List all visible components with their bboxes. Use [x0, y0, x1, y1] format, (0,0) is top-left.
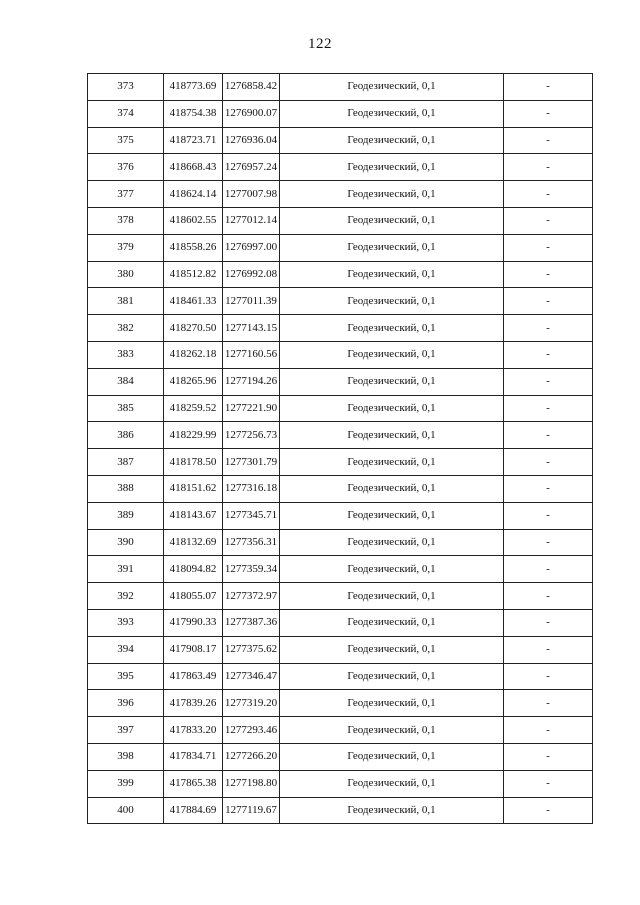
table-row [88, 261, 593, 288]
method-accuracy-cell: Геодезический, 0,1 [280, 234, 504, 261]
table-row [88, 207, 593, 234]
table-row [88, 636, 593, 663]
table-row [88, 797, 593, 824]
y-coordinate-cell: 1276992.08 [223, 261, 280, 288]
x-coordinate-cell: 418094.82 [164, 556, 223, 583]
point-number-cell: 380 [88, 261, 164, 288]
note-cell: - [504, 636, 593, 663]
y-coordinate-cell: 1277375.62 [223, 636, 280, 663]
y-coordinate-cell: 1277356.31 [223, 529, 280, 556]
note-cell: - [504, 154, 593, 181]
y-coordinate-cell: 1276900.07 [223, 100, 280, 127]
point-number-cell: 382 [88, 315, 164, 342]
x-coordinate-cell: 418270.50 [164, 315, 223, 342]
method-accuracy-cell: Геодезический, 0,1 [280, 609, 504, 636]
note-cell: - [504, 583, 593, 610]
method-accuracy-cell: Геодезический, 0,1 [280, 717, 504, 744]
method-accuracy-cell: Геодезический, 0,1 [280, 663, 504, 690]
y-coordinate-cell: 1277301.79 [223, 449, 280, 476]
table-row [88, 422, 593, 449]
y-coordinate-cell: 1277012.14 [223, 207, 280, 234]
note-cell: - [504, 770, 593, 797]
point-number-cell: 384 [88, 368, 164, 395]
table-row [88, 127, 593, 154]
x-coordinate-cell: 418143.67 [164, 502, 223, 529]
x-coordinate-cell: 418558.26 [164, 234, 223, 261]
note-cell: - [504, 502, 593, 529]
method-accuracy-cell: Геодезический, 0,1 [280, 100, 504, 127]
method-accuracy-cell: Геодезический, 0,1 [280, 341, 504, 368]
y-coordinate-cell: 1277346.47 [223, 663, 280, 690]
point-number-cell: 377 [88, 181, 164, 208]
note-cell: - [504, 181, 593, 208]
table-row [88, 100, 593, 127]
note-cell: - [504, 717, 593, 744]
x-coordinate-cell: 418178.50 [164, 449, 223, 476]
table-row [88, 502, 593, 529]
y-coordinate-cell: 1277319.20 [223, 690, 280, 717]
y-coordinate-cell: 1277266.20 [223, 743, 280, 770]
point-number-cell: 388 [88, 475, 164, 502]
x-coordinate-cell: 417865.38 [164, 770, 223, 797]
table-row [88, 368, 593, 395]
method-accuracy-cell: Геодезический, 0,1 [280, 743, 504, 770]
point-number-cell: 379 [88, 234, 164, 261]
method-accuracy-cell: Геодезический, 0,1 [280, 502, 504, 529]
table-row [88, 288, 593, 315]
point-number-cell: 397 [88, 717, 164, 744]
point-number-cell: 375 [88, 127, 164, 154]
point-number-cell: 395 [88, 663, 164, 690]
y-coordinate-cell: 1276858.42 [223, 74, 280, 101]
point-number-cell: 390 [88, 529, 164, 556]
note-cell: - [504, 663, 593, 690]
table-row [88, 743, 593, 770]
note-cell: - [504, 690, 593, 717]
table-row [88, 234, 593, 261]
point-number-cell: 393 [88, 609, 164, 636]
note-cell: - [504, 207, 593, 234]
method-accuracy-cell: Геодезический, 0,1 [280, 690, 504, 717]
method-accuracy-cell: Геодезический, 0,1 [280, 422, 504, 449]
x-coordinate-cell: 418624.14 [164, 181, 223, 208]
note-cell: - [504, 449, 593, 476]
point-number-cell: 378 [88, 207, 164, 234]
y-coordinate-cell: 1277387.36 [223, 609, 280, 636]
method-accuracy-cell: Геодезический, 0,1 [280, 127, 504, 154]
point-number-cell: 374 [88, 100, 164, 127]
table-row [88, 717, 593, 744]
method-accuracy-cell: Геодезический, 0,1 [280, 261, 504, 288]
y-coordinate-cell: 1277143.15 [223, 315, 280, 342]
point-number-cell: 399 [88, 770, 164, 797]
note-cell: - [504, 368, 593, 395]
y-coordinate-cell: 1277160.56 [223, 341, 280, 368]
coordinates-table [87, 73, 593, 824]
y-coordinate-cell: 1277316.18 [223, 475, 280, 502]
table-row [88, 690, 593, 717]
y-coordinate-cell: 1277007.98 [223, 181, 280, 208]
table-row [88, 770, 593, 797]
point-number-cell: 381 [88, 288, 164, 315]
y-coordinate-cell: 1276936.04 [223, 127, 280, 154]
x-coordinate-cell: 417908.17 [164, 636, 223, 663]
note-cell: - [504, 609, 593, 636]
y-coordinate-cell: 1277221.90 [223, 395, 280, 422]
table-row [88, 475, 593, 502]
method-accuracy-cell: Геодезический, 0,1 [280, 475, 504, 502]
table-row [88, 154, 593, 181]
x-coordinate-cell: 417884.69 [164, 797, 223, 824]
table-row [88, 341, 593, 368]
x-coordinate-cell: 417833.20 [164, 717, 223, 744]
table-row [88, 663, 593, 690]
table-row [88, 74, 593, 101]
x-coordinate-cell: 418723.71 [164, 127, 223, 154]
table-row [88, 609, 593, 636]
x-coordinate-cell: 417834.71 [164, 743, 223, 770]
note-cell: - [504, 127, 593, 154]
method-accuracy-cell: Геодезический, 0,1 [280, 395, 504, 422]
method-accuracy-cell: Геодезический, 0,1 [280, 181, 504, 208]
table-row [88, 583, 593, 610]
y-coordinate-cell: 1277119.67 [223, 797, 280, 824]
x-coordinate-cell: 418668.43 [164, 154, 223, 181]
point-number-cell: 392 [88, 583, 164, 610]
point-number-cell: 396 [88, 690, 164, 717]
point-number-cell: 391 [88, 556, 164, 583]
y-coordinate-cell: 1276957.24 [223, 154, 280, 181]
y-coordinate-cell: 1277372.97 [223, 583, 280, 610]
x-coordinate-cell: 418602.55 [164, 207, 223, 234]
x-coordinate-cell: 418229.99 [164, 422, 223, 449]
point-number-cell: 383 [88, 341, 164, 368]
method-accuracy-cell: Геодезический, 0,1 [280, 770, 504, 797]
y-coordinate-cell: 1277198.80 [223, 770, 280, 797]
x-coordinate-cell: 418461.33 [164, 288, 223, 315]
table-row [88, 395, 593, 422]
method-accuracy-cell: Геодезический, 0,1 [280, 154, 504, 181]
point-number-cell: 385 [88, 395, 164, 422]
y-coordinate-cell: 1277293.46 [223, 717, 280, 744]
note-cell: - [504, 475, 593, 502]
method-accuracy-cell: Геодезический, 0,1 [280, 636, 504, 663]
table-row [88, 529, 593, 556]
x-coordinate-cell: 418512.82 [164, 261, 223, 288]
method-accuracy-cell: Геодезический, 0,1 [280, 74, 504, 101]
method-accuracy-cell: Геодезический, 0,1 [280, 449, 504, 476]
method-accuracy-cell: Геодезический, 0,1 [280, 315, 504, 342]
note-cell: - [504, 556, 593, 583]
note-cell: - [504, 261, 593, 288]
note-cell: - [504, 422, 593, 449]
method-accuracy-cell: Геодезический, 0,1 [280, 368, 504, 395]
point-number-cell: 373 [88, 74, 164, 101]
y-coordinate-cell: 1276997.00 [223, 234, 280, 261]
table-row [88, 449, 593, 476]
method-accuracy-cell: Геодезический, 0,1 [280, 797, 504, 824]
note-cell: - [504, 395, 593, 422]
table-row [88, 181, 593, 208]
point-number-cell: 387 [88, 449, 164, 476]
method-accuracy-cell: Геодезический, 0,1 [280, 529, 504, 556]
point-number-cell: 376 [88, 154, 164, 181]
note-cell: - [504, 341, 593, 368]
y-coordinate-cell: 1277256.73 [223, 422, 280, 449]
note-cell: - [504, 288, 593, 315]
x-coordinate-cell: 418754.38 [164, 100, 223, 127]
point-number-cell: 386 [88, 422, 164, 449]
method-accuracy-cell: Геодезический, 0,1 [280, 556, 504, 583]
point-number-cell: 389 [88, 502, 164, 529]
coordinates-table-body [88, 74, 593, 824]
x-coordinate-cell: 418132.69 [164, 529, 223, 556]
x-coordinate-cell: 418151.62 [164, 475, 223, 502]
table-row [88, 315, 593, 342]
x-coordinate-cell: 417839.26 [164, 690, 223, 717]
method-accuracy-cell: Геодезический, 0,1 [280, 583, 504, 610]
note-cell: - [504, 315, 593, 342]
x-coordinate-cell: 418055.07 [164, 583, 223, 610]
point-number-cell: 400 [88, 797, 164, 824]
y-coordinate-cell: 1277011.39 [223, 288, 280, 315]
x-coordinate-cell: 418259.52 [164, 395, 223, 422]
x-coordinate-cell: 418265.96 [164, 368, 223, 395]
y-coordinate-cell: 1277345.71 [223, 502, 280, 529]
y-coordinate-cell: 1277194.26 [223, 368, 280, 395]
point-number-cell: 394 [88, 636, 164, 663]
method-accuracy-cell: Геодезический, 0,1 [280, 207, 504, 234]
note-cell: - [504, 797, 593, 824]
y-coordinate-cell: 1277359.34 [223, 556, 280, 583]
x-coordinate-cell: 417863.49 [164, 663, 223, 690]
note-cell: - [504, 529, 593, 556]
page-number: 122 [308, 36, 332, 52]
note-cell: - [504, 100, 593, 127]
table-row [88, 556, 593, 583]
point-number-cell: 398 [88, 743, 164, 770]
note-cell: - [504, 234, 593, 261]
note-cell: - [504, 74, 593, 101]
note-cell: - [504, 743, 593, 770]
x-coordinate-cell: 418262.18 [164, 341, 223, 368]
x-coordinate-cell: 418773.69 [164, 74, 223, 101]
x-coordinate-cell: 417990.33 [164, 609, 223, 636]
method-accuracy-cell: Геодезический, 0,1 [280, 288, 504, 315]
